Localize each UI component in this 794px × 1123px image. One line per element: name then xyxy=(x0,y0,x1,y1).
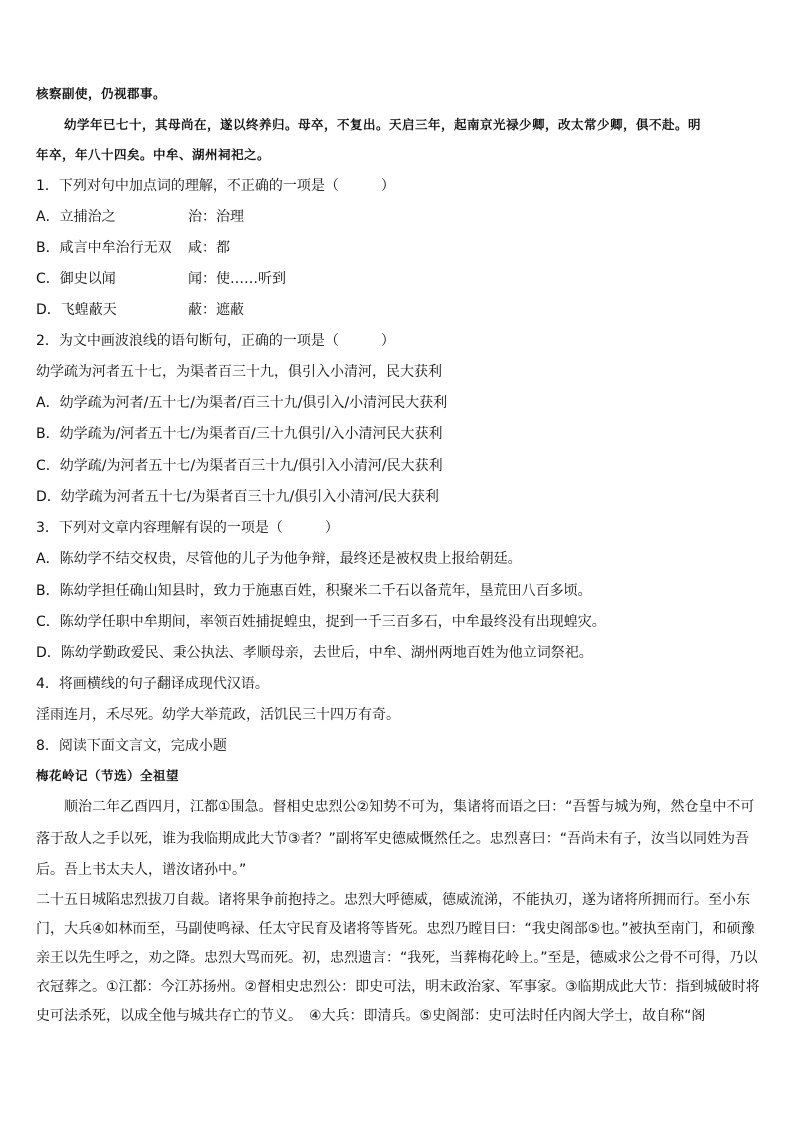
option-gloss: 蔽：遮蔽 xyxy=(188,302,244,318)
question-1-option-b xyxy=(36,238,760,258)
question-3-option-c: C．陈幼学任职中牟期间，率领百姓捕捉蝗虫，捉到一千三百多石，中牟最终没有出现蝗灾。 xyxy=(36,614,606,630)
passage-line: 核察副使，仍视郡事。 xyxy=(36,86,167,101)
passage-paragraph: 二十五日城陷忠烈拔刀自裁。诸将果争前抱持之。忠烈大呼德威，德威流涕，不能执刃，遂为诸将所拥而行。至小东门，大兵④如林而至，马副使鸣禄、任太守民育及诸将等皆死。忠烈乃瞠目曰：“我史阁部⑤也。”被执至南门，和硕豫亲王以先生呼之，劝之降。忠烈大骂而死。初，忠烈遗言：“我死，当葬梅花岭上。”至是，德威求公之骨不可得，乃以衣冠葬之。①江都：今江苏扬州。②督相史忠烈公：即史可法，明末政治家、军事家。③临期成此大节：指到城破时将史可法杀死，以成全他与城共存亡的节义。 ④大兵：即清兵。⑤史阁部：史可法时任内阁大学士，故自称“阁 xyxy=(36,892,760,1024)
question-4-sentence: 淫雨连月，禾尽死。幼学大举荒政，活饥民三十四万有奇。 xyxy=(36,707,400,723)
option-phrase: B．咸言中牟治行无双 xyxy=(36,240,172,256)
question-3-option-d: D．陈幼学勤政爱民、秉公执法、孝顺母亲，去世后，中牟、湖州两地百姓为他立词祭祀。 xyxy=(36,645,593,661)
question-8-stem: 8．阅读下面文言文，完成小题 xyxy=(36,738,227,754)
passage-line: 后。吾上书太夫人，谱汝诸孙中。” xyxy=(36,862,247,878)
question-2-stem: 2．为文中画波浪线的语句断句，正确的一项是（ ） xyxy=(36,333,395,349)
passage-title: 梅花岭记（节选）全祖望 xyxy=(36,768,180,783)
option-gloss: 闻：使……听到 xyxy=(188,271,286,287)
question-1-stem: 1．下列对句中加点词的理解，不正确的一项是（ ） xyxy=(36,178,395,194)
passage-line: 顺治二年乙酉四月，江都①围急。督相史忠烈公②知势不可为，集诸将而语之曰：“吾誓与城为殉，然仓皇中不可 xyxy=(64,799,755,815)
option-phrase: A．立捕治之 xyxy=(36,209,116,225)
question-2-option-c: C．幼学疏/为河者五十七/为渠者百三十九/俱引入小清河/民大获利 xyxy=(36,458,443,474)
option-gloss: 治：治理 xyxy=(188,209,244,225)
question-1-option-d xyxy=(36,300,760,320)
question-2-option-b: B．幼学疏为/河者五十七/为渠者百/三十九俱引/入小清河民大获利 xyxy=(36,426,443,442)
passage-line: 落于敌人之手以死，谁为我临期成此大节③者？”副将军史德威慨然任之。忠烈喜曰：“吾尚未有子，汝当以同姓为吾 xyxy=(36,831,750,847)
question-3-option-b: B．陈幼学担任确山知县时，致力于施惠百姓，积聚米二千石以备荒年，垦荒田八百多顷。 xyxy=(36,583,592,599)
question-4-stem: 4．将画横线的句子翻译成现代汉语。 xyxy=(36,676,269,692)
passage-line: 年卒，年八十四矣。中牟、湖州祠祀之。 xyxy=(36,147,271,162)
question-2-option-a: A．幼学疏为河者/五十七/为渠者/百三十九/俱引入/小清河民大获利 xyxy=(36,395,448,411)
option-gloss: 咸：都 xyxy=(188,240,230,256)
question-1-option-a xyxy=(36,207,760,227)
question-2-sentence: 幼学疏为河者五十七，为渠者百三十九，俱引入小清河，民大获利 xyxy=(36,364,442,380)
question-3-option-a: A．陈幼学不结交权贵，尽管他的儿子为他争辩，最终还是被权贵上报给朝廷。 xyxy=(36,551,522,567)
question-2-option-d: D．幼学疏为河者五十七/为渠者百三十九/俱引入小清河/民大获利 xyxy=(36,489,439,505)
passage-line: 幼学年已七十，其母尚在，遂以终养归。母卒，不复出。天启三年，起南京光禄少卿，改太常少卿，俱不赴。明 xyxy=(64,117,702,132)
question-3-stem: 3．下列对文章内容理解有误的一项是（ ） xyxy=(36,520,339,536)
option-phrase: D．飞蝗蔽天 xyxy=(36,302,117,318)
option-phrase: C．御史以闻 xyxy=(36,271,116,287)
question-1-option-c xyxy=(36,269,760,289)
